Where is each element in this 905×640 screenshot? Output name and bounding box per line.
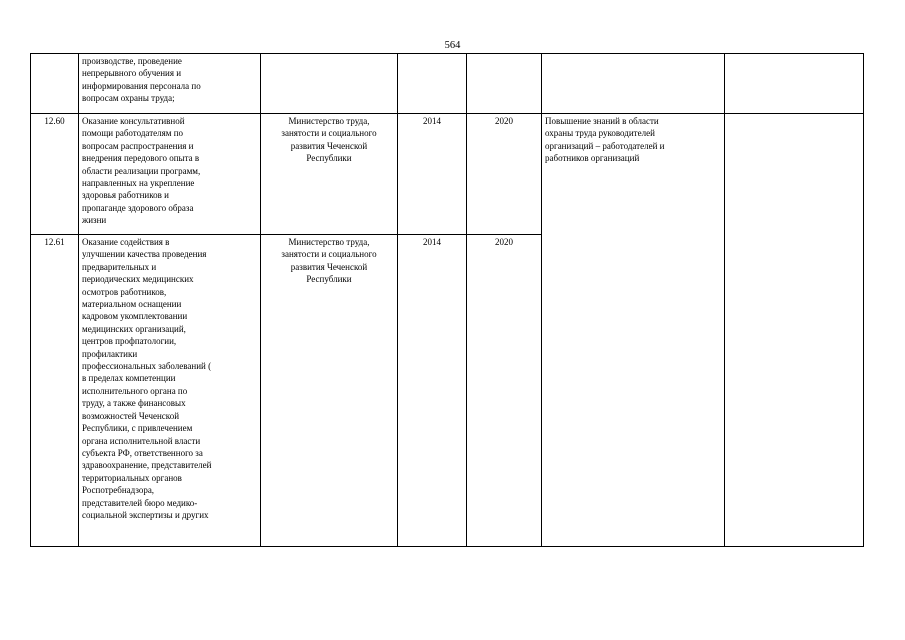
measure-text: Оказание консультативной помощи работодателям по вопросам распространения и внедрения передового опыта в области реализации программ, направленных на укрепление здоровья работников и пропаганде здорового образа жизни [79,114,261,235]
executor-text: Министерство труда, занятости и социального развития Чеченской Республики [261,114,398,235]
table-row [31,114,864,235]
start-year [398,54,467,114]
note-cell [725,114,864,547]
expected-result: Повышение знаний в области охраны труда руководителей организаций – работодателей и работников организаций [542,114,725,547]
end-year: 2020 [467,235,542,547]
row-number: 12.60 [31,114,79,235]
measure-text: производстве, проведение непрерывного обучения и информирования персонала по вопросам охраны труда; [79,54,261,114]
start-year: 2014 [398,235,467,547]
table-row [31,54,864,114]
page-number: 564 [444,40,461,51]
measures-table [30,53,864,547]
row-number: 12.61 [31,235,79,547]
end-year: 2020 [467,114,542,235]
start-year: 2014 [398,114,467,235]
expected-result [542,54,725,114]
note-cell [725,54,864,114]
executor-text: Министерство труда, занятости и социального развития Чеченской Республики [261,235,398,547]
measure-text: Оказание содействия в улучшении качества проведения предварительных и периодических медицинских осмотров работников, материальном оснащении кадровом укомплектовании медицинских организаций, центров профпатологии, профилактики профессиональных заболеваний ( в пределах компетенции исполнительного органа по труду, а также финансовых возможностей Чеченской Республики, с привлечением органа исполнительной власти субъекта РФ, ответственного за здравоохранение, представителей территориальных органов Роспотребнадзора, представителей бюро медико- социальной экспертизы и других [79,235,261,547]
end-year [467,54,542,114]
executor-text [261,54,398,114]
row-number [31,54,79,114]
